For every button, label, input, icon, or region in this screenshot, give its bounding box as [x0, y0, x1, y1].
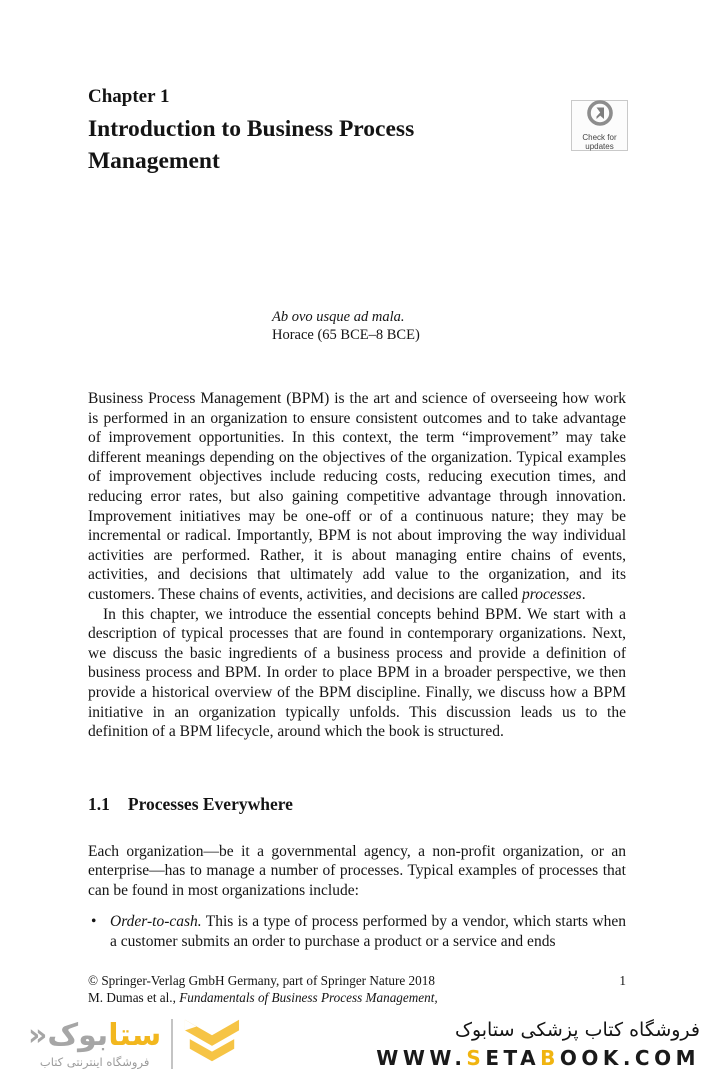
footer-book-title: Fundamentals of Business Process Management,: [179, 990, 438, 1006]
wordmark-yellow-part: ستا: [108, 1018, 162, 1053]
chapter-label: Chapter 1: [88, 86, 170, 107]
page-footer: [88, 972, 626, 1007]
setabook-logo: [28, 1014, 241, 1074]
paragraph-each-organization: Each organization—be it a governmental agency, a non-profit organization, or an enterprise—has to manage a number of processes. Typical examples of processes that can be found in most organizations include:: [88, 842, 626, 899]
bullet-term-italic: Order-to-cash.: [110, 913, 202, 931]
section-heading-1-1: [88, 794, 626, 815]
double-chevron-emblem-icon: [183, 1014, 241, 1074]
wordmark-gray-part: بوک: [47, 1018, 109, 1053]
bullet-body: This is a type of process performed by a vendor, which starts when a customer submits an order to purchase a product or a service and ends: [110, 913, 626, 951]
badge-label: Check for updates: [582, 133, 617, 151]
paragraph-chapter-overview: In this chapter, we introduce the essential concepts behind BPM. We start with a description of typical processes that are found in contemporary organizations. Next, we discuss the basic ingredients of a business process and provide a definition of business process and BPM. In order to place BPM in a broader perspective, we then provide a historical overview of the BPM discipline. Finally, we discuss how a BPM initiative in an organization typically unfolds. This discussion leads us to the definition of a BPM lifecycle, around which the book is structured.: [88, 605, 626, 741]
url-ook-com: OOK.COM: [559, 1046, 700, 1070]
section-title: Processes Everywhere: [127, 793, 293, 814]
site-url: [376, 1046, 700, 1070]
url-b-highlight: B: [540, 1046, 560, 1070]
banner-right: [376, 1018, 704, 1070]
chapter-title-line1: Introduction to Business Process: [88, 116, 415, 142]
bullet-marker: •: [91, 913, 97, 931]
logo-divider: [171, 1019, 173, 1069]
logo-tagline: فروشگاه اینترنتی کتاب: [39, 1055, 150, 1069]
footer-authors: M. Dumas et al.,: [88, 990, 180, 1006]
paragraph-intro-bpm: [88, 389, 626, 605]
bullet-text: [110, 912, 626, 951]
store-name-farsi: فروشگاه کتاب پزشکی ستابوک: [454, 1019, 700, 1041]
paragraph-1-text: Business Process Management (BPM) is the art and science of overseeing how work is performed in an organization to ensure consistent outcomes and to take advantage of improvement opportunities. In this context, the term “improvement” may take different meanings depending on the objectives of the organization. Typical examples of improvement objectives include reducing costs, reducing execution times, and reducing error rates, but also gaining competitive advantage through innovation. Improvement initiatives may be one-off or of a continuous nature; they may be incremental or radical. Importantly, BPM is not about improving the way individual activities are performed. Rather, it is about managing entire chains of events, activities, and decisions that ultimately add value to the organization, and its customers. These chains of events, activities, and decisions are called: [88, 390, 626, 603]
page-number: 1: [619, 972, 626, 988]
wordmark-guillemet: «: [28, 1018, 48, 1053]
paragraph-1-period: .: [581, 585, 586, 603]
setabook-banner: [0, 1009, 712, 1079]
url-eta: ETA: [485, 1046, 541, 1070]
paragraph-1-italic-processes: processes: [522, 585, 582, 603]
chapter-title-line2: Management: [88, 148, 220, 174]
epigraph-quote: Ab ovo usque ad mala.: [272, 309, 405, 325]
url-s-highlight: S: [466, 1046, 486, 1070]
url-www: WWW.: [376, 1046, 467, 1070]
copyright-line: © Springer-Verlag GmbH Germany, part of Springer Nature 2018: [88, 972, 435, 988]
chapter-title: [88, 113, 626, 177]
epigraph: [272, 309, 626, 344]
epigraph-attribution: Horace (65 BCE–8 BCE): [272, 326, 420, 343]
section-number: 1.1: [88, 793, 110, 814]
bullet-order-to-cash: [88, 912, 626, 951]
setabook-wordmark: [28, 1019, 161, 1069]
